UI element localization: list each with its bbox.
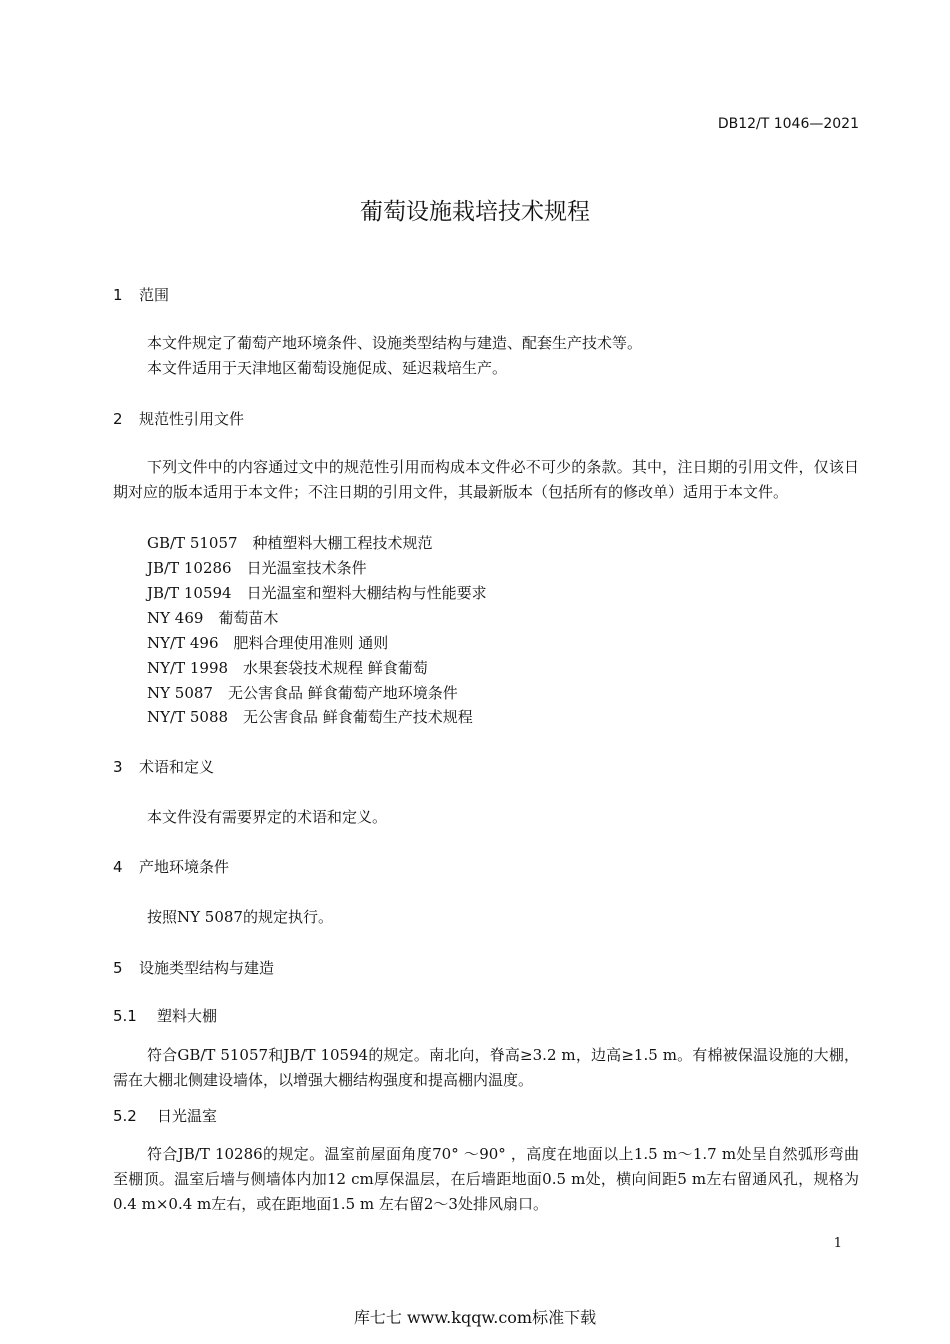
subsection-number: 5.1 [113, 1007, 137, 1025]
subsection-number: 5.2 [113, 1107, 137, 1125]
reference-item: GB/T 51057 种植塑料大棚工程技术规范 [147, 534, 433, 552]
subsection-title: 日光温室 [157, 1107, 218, 1125]
subsection-5-2-heading [113, 1105, 217, 1126]
paragraph: 本文件规定了葡萄产地环境条件、设施类型结构与建造、配套生产技术等。 [147, 334, 643, 352]
section-title: 术语和定义 [139, 758, 215, 776]
paragraph: 本文件没有需要界定的术语和定义。 [147, 808, 388, 826]
section-2-heading [113, 408, 244, 429]
document-code: DB12/T 1046—2021 [717, 116, 859, 132]
reference-item: NY/T 1998 水果套袋技术规程 鲜食葡萄 [147, 659, 428, 677]
paragraph: 符合JB/T 10286的规定。温室前屋面角度70° ～90° ，高度在地面以上1.5 m～1.7 m处呈自然弧形弯曲至棚顶。温室后墙与侧墙体内加12 cm厚保温层，在后墙距地面0.5 m处，横向间距5 m左右留通风孔，规格为0.4 m×0.4 m左右，或在距地面1.5 m 左右留2～3处排风扇口。 [113, 1145, 859, 1213]
reference-item: NY/T 5088 无公害食品 鲜食葡萄生产技术规程 [147, 708, 473, 726]
section-title: 规范性引用文件 [139, 410, 245, 428]
page-number: 1 [833, 1236, 842, 1251]
section-number: 3 [113, 758, 123, 776]
reference-item: JB/T 10594 日光温室和塑料大棚结构与性能要求 [147, 584, 487, 602]
paragraph: 符合GB/T 51057和JB/T 10594的规定。南北向，脊高≥3.2 m，边高≥1.5 m。有棉被保温设施的大棚，需在大棚北侧建设墙体，以增强大棚结构强度和提高棚内温度。 [113, 1046, 859, 1089]
section-title: 范围 [139, 286, 170, 304]
section-title: 设施类型结构与建造 [139, 959, 275, 977]
paragraph: 按照NY 5087的规定执行。 [147, 908, 333, 926]
paragraph: 下列文件中的内容通过文中的规范性引用而构成本文件必不可少的条款。其中，注日期的引用文件，仅该日期对应的版本适用于本文件；不注日期的引用文件，其最新版本（包括所有的修改单）适用于本文件。 [113, 458, 859, 501]
reference-item: NY 469 葡萄苗木 [147, 609, 279, 627]
reference-item: NY 5087 无公害食品 鲜食葡萄产地环境条件 [147, 684, 458, 702]
footer-watermark: 库七七 www.kqqw.com标准下载 [353, 1308, 597, 1327]
paragraph: 本文件适用于天津地区葡萄设施促成、延迟栽培生产。 [147, 359, 508, 377]
section-number: 2 [113, 410, 123, 428]
document-title: 葡萄设施栽培技术规程 [360, 199, 590, 225]
reference-item: JB/T 10286 日光温室技术条件 [147, 559, 367, 577]
section-1-heading [113, 284, 169, 305]
reference-item: NY/T 496 肥料合理使用准则 通则 [147, 634, 389, 652]
subsection-5-1-heading [113, 1005, 217, 1026]
section-number: 4 [113, 858, 123, 876]
section-3-heading [113, 756, 214, 777]
section-number: 5 [113, 959, 123, 977]
section-title: 产地环境条件 [139, 858, 230, 876]
subsection-title: 塑料大棚 [157, 1007, 218, 1025]
section-5-heading [113, 957, 274, 978]
section-number: 1 [113, 286, 123, 304]
section-4-heading [113, 856, 229, 877]
